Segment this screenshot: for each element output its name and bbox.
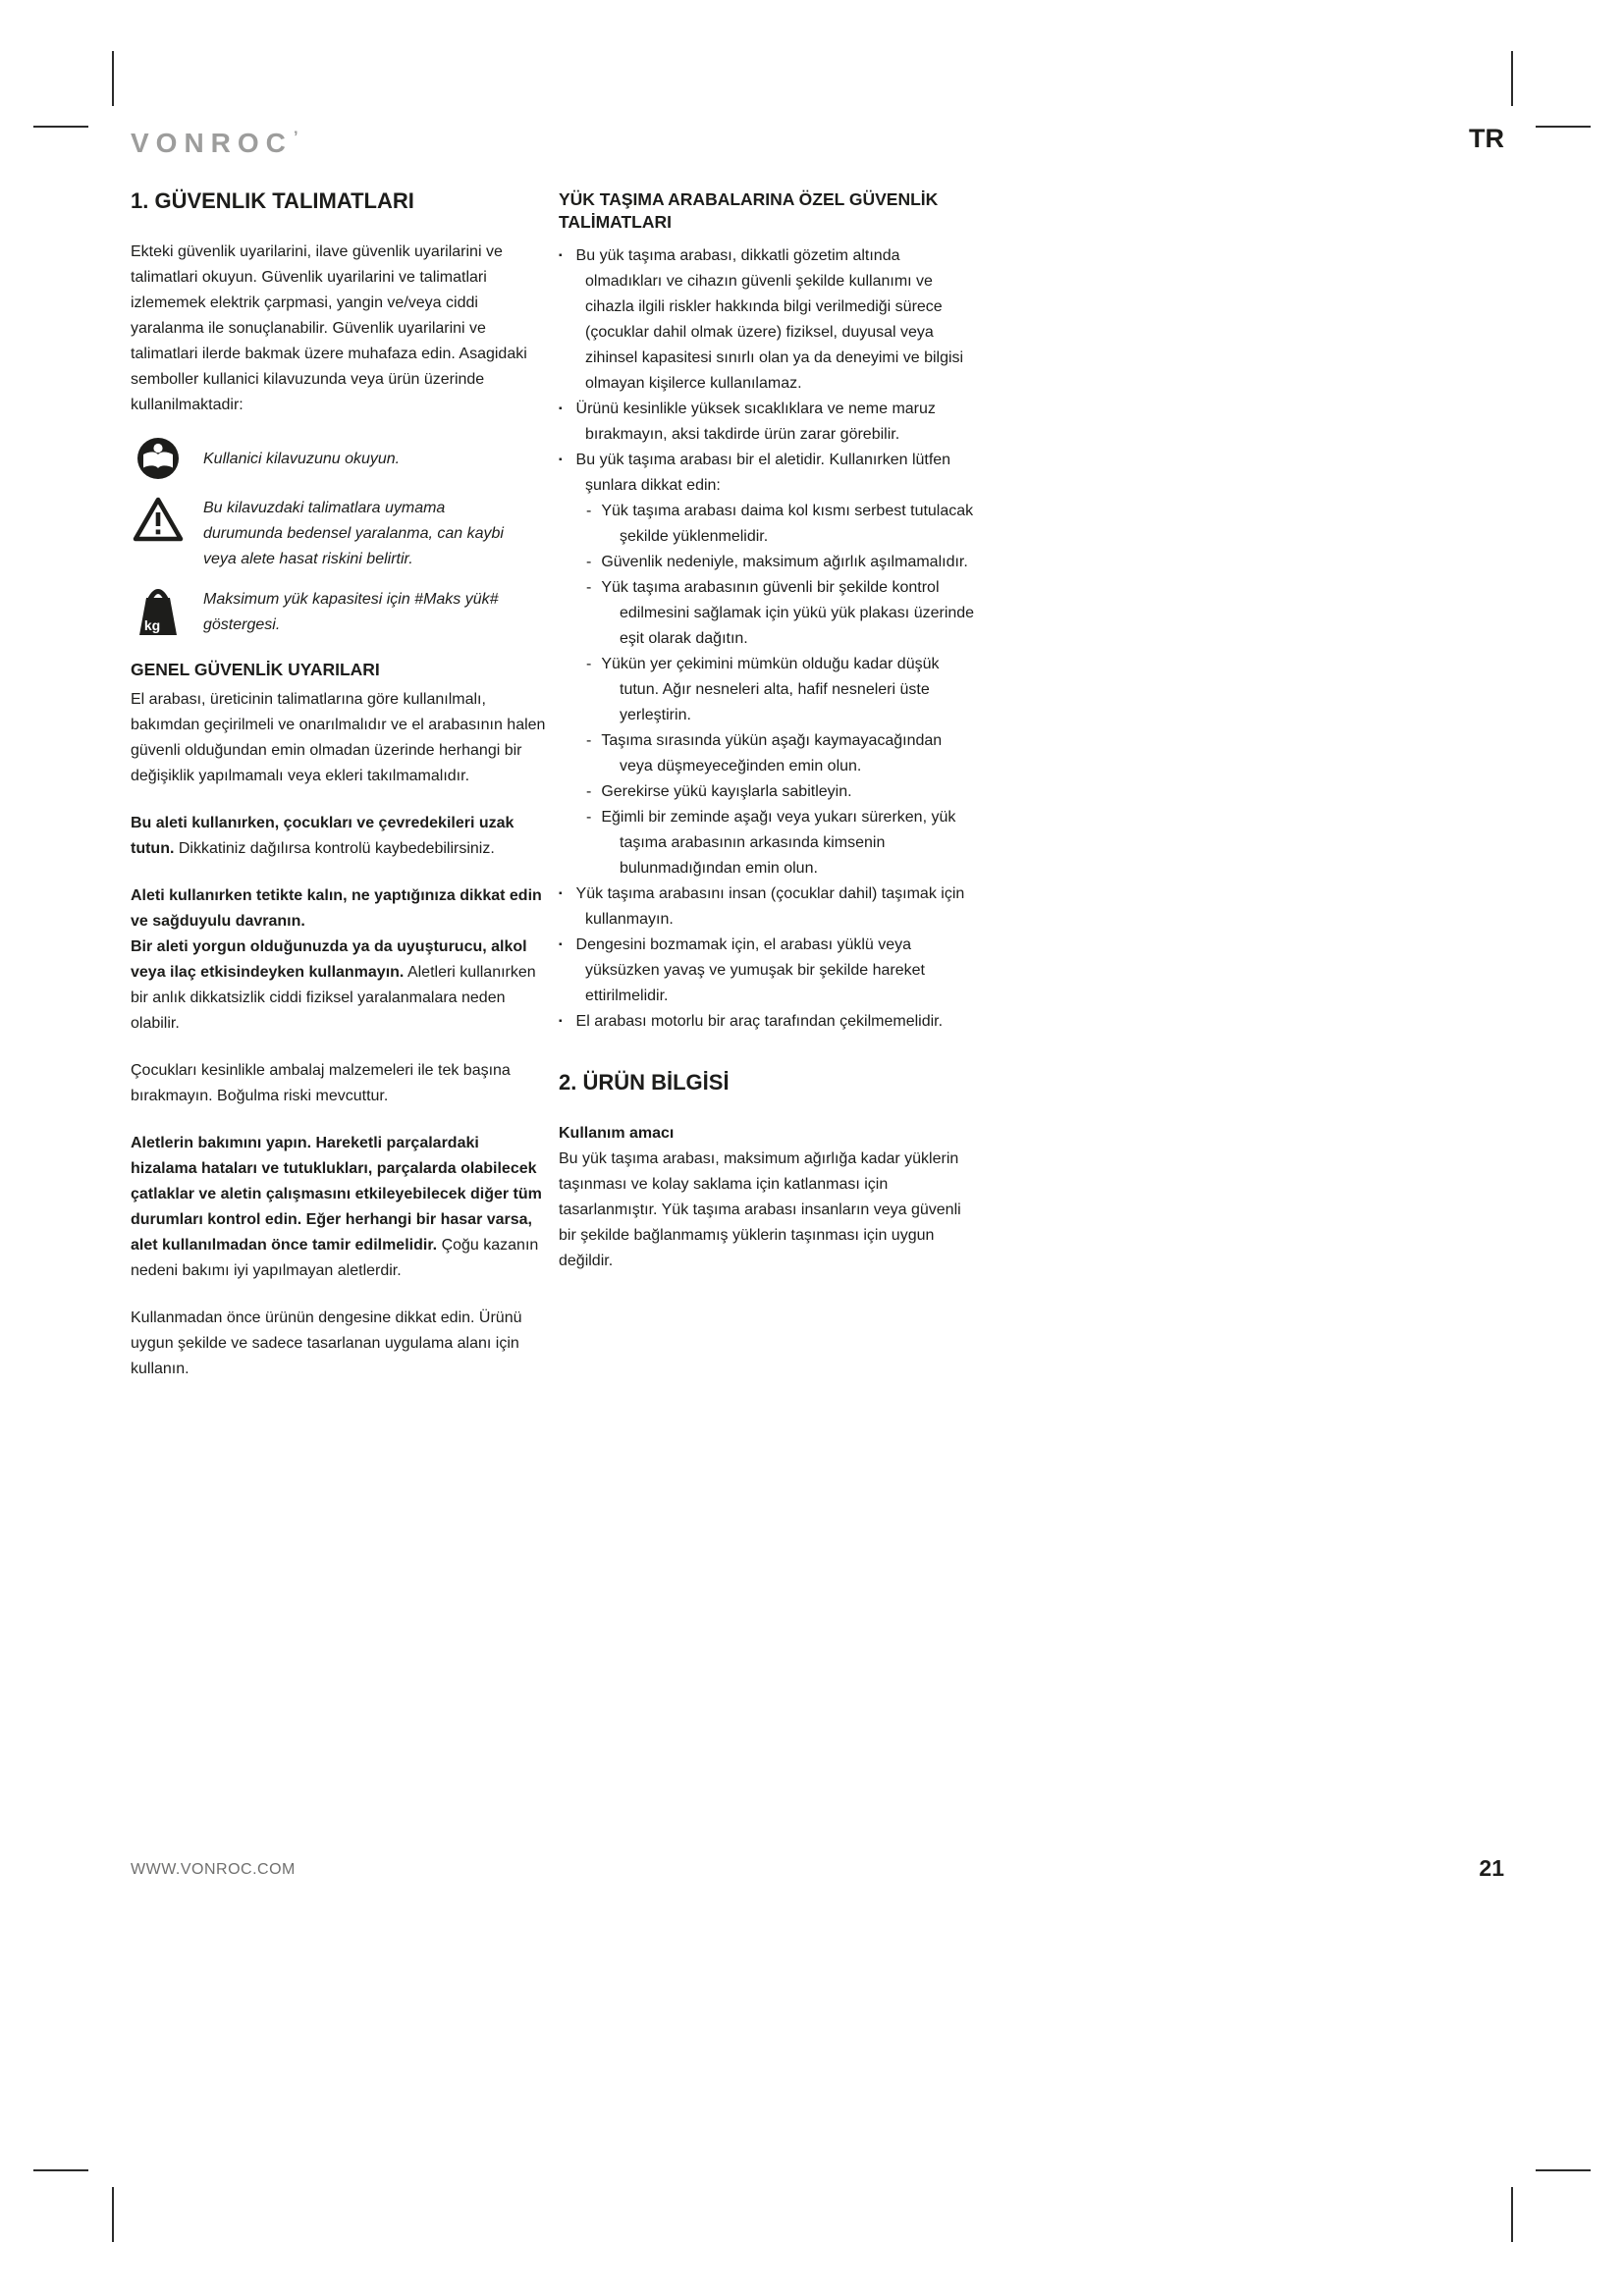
paragraph-text: Aletleri kullanırken bir anlık dikkatsizlik ciddi fiziksel yaralanmalara neden olabilir. (131, 964, 536, 1032)
paragraph-text: Çoğu kazanın nedeni bakımı iyi yapılmayan aletlerdir. (131, 1237, 539, 1279)
general-paragraph-6: Kullanmadan önce ürünün dengesine dikkat edin. Ürünü uygun şekilde ve sadece tasarlanan uygulama alanı için kullanın. (131, 1309, 522, 1377)
list-item-text: Gerekirse yükü kayışlarla sabitleyin. (601, 783, 852, 800)
crop-mark (1536, 2169, 1591, 2171)
list-item-text: Bu yük taşıma arabası, dikkatli gözetim altında olmadıkları ve cihazın güvenli şekilde kullanımı ve cihazla ilgili riskler hakkında bilgi verilmediği sürece (çocuklar dahil olmak üzere) fiziksel, duyusal veya zihinsel kapasitesi sınırlı olan ya da deneyimi ve bilgisi olmayan kişilerce kullanılamaz. (575, 247, 964, 392)
language-tag: TR (1469, 124, 1504, 153)
max-load-icon (131, 586, 186, 639)
list-item-text: Taşıma sırasında yükün aşağı kaymayacağından veya düşmeyeceğinden emin olun. (601, 732, 943, 774)
general-paragraph-4: Çocukları kesinlikle ambalaj malzemeleri ile tek başına bırakmayın. Boğulma riski mevcuttur. (131, 1062, 511, 1104)
sub-list-item (565, 728, 975, 779)
paragraph-text: Dikkatiniz dağılırsa kontrolü kaybedebilirsiniz. (178, 840, 495, 857)
vonroc-logo-text: VONROC (131, 128, 293, 158)
list-item (559, 397, 975, 448)
bold-lead: Aletlerin bakımını yapın. Hareketli parçalardaki hizalama hataları ve tutuklukları, parçalarda olabilecek çatlaklar ve aletin çalışmasını etkileyebilecek diğer tüm durumları kontrol edin. Eğer herhangi bir hasar varsa, alet kullanılmadan önce tamir edilmelidir. (131, 1135, 542, 1254)
left-column (131, 188, 547, 1404)
max-load-icon-label: kg (143, 617, 161, 633)
list-item (559, 243, 975, 397)
bullet-marker: ▪ (559, 250, 563, 261)
bold-lead: Aleti kullanırken tetikte kalın, ne yaptığınıza dikkat edin ve sağduyulu davranın. (131, 887, 542, 930)
crop-mark (112, 51, 114, 106)
bullet-marker: ▪ (559, 403, 563, 414)
bold-lead: Bu aleti kullanırken, çocukları ve çevredekileri uzak tutun. (131, 815, 514, 857)
usage-text: Bu yük taşıma arabası, maksimum ağırlığa kadar yüklerin taşınması ve kolay saklama için katlanması için tasarlanmıştır. Yük taşıma arabası insanların veya güvenli bir şekilde bağlanmamış yüklerin taşınması için uygun değildir. (559, 1150, 961, 1269)
bold-lead: Bir aleti yorgun olduğunuzda ya da uyuşturucu, alkol veya ilaç etkisindeyken kullanmayın. (131, 938, 527, 981)
crop-mark (33, 2169, 88, 2171)
warning-triangle-icon (131, 495, 186, 544)
dash-marker: - (586, 809, 592, 826)
dash-marker: - (586, 503, 592, 519)
symbol-row-max-load (131, 586, 547, 639)
general-paragraph-5 (131, 1131, 547, 1284)
crop-mark (1511, 2187, 1513, 2242)
sub-list-item (565, 652, 975, 728)
list-item-text: Yük taşıma arabası daima kol kısmı serbest tutulacak şekilde yüklenmelidir. (601, 503, 974, 545)
general-paragraph-1: El arabası, üreticinin talimatlarına göre kullanılmalı, bakımdan geçirilmeli ve onarılmalıdır ve el arabasının halen güvenli olduğundan emin olmadan üzerinde herhangi bir değişiklik yapılmamalı veya ekleri takılmamalıdır. (131, 691, 546, 784)
footer-url: WWW.VONROC.COM (131, 1861, 296, 1878)
usage-heading: Kullanım amacı (559, 1125, 675, 1142)
cart-safety-title: YÜK TAŞIMA ARABALARINA ÖZEL GÜVENLİK TALİMATLARI (559, 189, 939, 232)
page-number: 21 (1479, 1855, 1504, 1881)
list-item-text: Yük taşıma arabasını insan (çocuklar dahil) taşımak için kullanmayın. (575, 885, 965, 928)
sub-list-item (565, 575, 975, 652)
list-item-text: Güvenlik nedeniyle, maksimum ağırlık aşılmamalıdır. (601, 554, 968, 570)
list-item-text: Eğimli bir zeminde aşağı veya yukarı sürerken, yük taşıma arabasının arkasında kimsenin bulunmadığından emin olun. (601, 809, 956, 877)
list-item-text: Bu yük taşıma arabası bir el aletidir. Kullanırken lütfen şunlara dikkat edin: (575, 452, 951, 494)
symbol-caption: Maksimum yük kapasitesi için #Maks yük# göstergesi. (203, 591, 499, 633)
crop-mark (1511, 51, 1513, 106)
bullet-marker: ▪ (559, 454, 563, 465)
dash-marker: - (586, 579, 592, 596)
logo-mark: ’ (293, 128, 298, 146)
list-item (559, 933, 975, 1009)
intro-paragraph: Ekteki güvenlik uyarilarini, ilave güvenlik uyarilarini ve talimatlari okuyun. Güvenlik uyarilarini ve talimatlari izlememek elektrik çarpmasi, yangin ve/veya ciddi yaralanma ile sonuçlanabilir. Güvenlik uyarilarini ve talimatlari ilerde bakmak üzere muhafaza edin. Asagidaki semboller kullanici kilavuzunda veya ürün üzerinde kullanilmaktadir: (131, 243, 527, 413)
crop-mark (33, 126, 88, 128)
vonroc-logo (131, 128, 298, 159)
dash-marker: - (586, 783, 592, 800)
sub-list-item (565, 779, 975, 805)
symbol-caption: Bu kilavuzdaki talimatlara uymama durumunda bedensel yaralanma, can kaybi veya alete hasat riskini belirtir. (203, 500, 504, 567)
list-item (559, 1009, 975, 1035)
sub-list-item (565, 550, 975, 575)
section-2-title: 2. ÜRÜN BİLGİSİ (559, 1070, 730, 1095)
list-item (559, 881, 975, 933)
general-paragraph-2 (131, 811, 547, 862)
symbol-row-warning (131, 495, 547, 572)
dash-marker: - (586, 732, 592, 749)
section-1-title: 1. GÜVENLIK TALIMATLARI (131, 188, 414, 213)
symbol-caption: Kullanici kilavuzunu okuyun. (203, 450, 401, 467)
bullet-marker: ▪ (559, 939, 563, 950)
list-item-text: Yükün yer çekimini mümkün olduğu kadar düşük tutun. Ağır nesneleri alta, hafif nesneleri üste yerleştirin. (601, 656, 940, 723)
list-item-text: El arabası motorlu bir araç tarafından çekilmemelidir. (575, 1013, 944, 1030)
right-column (559, 188, 975, 1274)
crop-mark (1536, 126, 1591, 128)
general-safety-title: GENEL GÜVENLİK UYARILARI (131, 660, 380, 679)
list-item (559, 448, 975, 499)
dash-marker: - (586, 656, 592, 672)
crop-mark (112, 2187, 114, 2242)
sub-list-item (565, 805, 975, 881)
sub-list-item (565, 499, 975, 550)
list-item-text: Dengesini bozmamak için, el arabası yüklü veya yüksüzken yavaş ve yumuşak bir şekilde hareket ettirilmelidir. (575, 936, 925, 1004)
dash-marker: - (586, 554, 592, 570)
list-item-text: Yük taşıma arabasının güvenli bir şekilde kontrol edilmesini sağlamak için yükü yük plakası üzerinde eşit olarak dağıtın. (601, 579, 975, 647)
read-manual-icon (131, 436, 186, 481)
symbol-row-read-manual (131, 436, 547, 481)
bullet-marker: ▪ (559, 1016, 563, 1027)
symbol-legend (131, 436, 547, 639)
list-item-text: Ürünü kesinlikle yüksek sıcaklıklara ve neme maruz bırakmayın, aksi takdirde ürün zarar görebilir. (575, 400, 936, 443)
general-paragraph-3 (131, 883, 547, 1037)
bullet-marker: ▪ (559, 888, 563, 899)
